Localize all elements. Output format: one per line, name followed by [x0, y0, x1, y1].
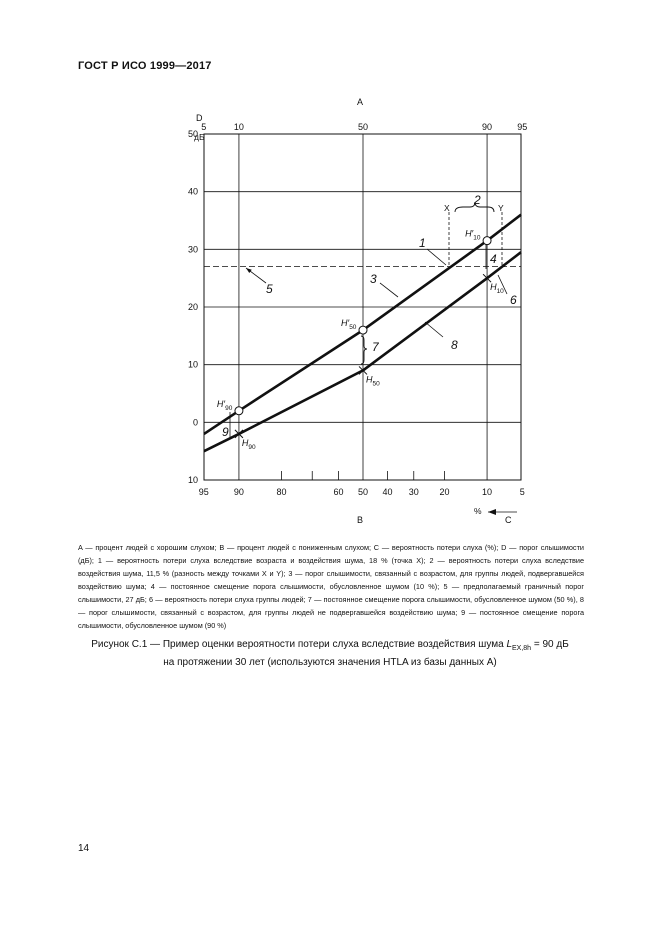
axis-letter-c: C	[505, 515, 512, 525]
y-unit-label: дБ	[194, 132, 205, 142]
bottom-tick-label: 40	[382, 487, 393, 497]
callout-9: 9	[222, 425, 229, 439]
point-label-x: X	[444, 203, 450, 213]
caption-line1-prefix: Рисунок С.1 — Пример оценки вероятности потери слуха вследствие воздействия шума	[91, 639, 507, 650]
bottom-tick-label: 80	[276, 487, 287, 497]
brace-7	[361, 336, 367, 364]
marker-h-prime-90	[235, 407, 243, 415]
callout-6: 6	[510, 293, 517, 307]
bottom-tick-label: 30	[408, 487, 419, 497]
y-tick-label: 50	[187, 129, 198, 139]
callout-1: 1	[419, 236, 426, 250]
caption-line1-suffix: = 90 дБ	[531, 639, 569, 650]
bottom-tick-label: 50	[357, 487, 369, 497]
direction-arrow-head	[488, 509, 496, 515]
bottom-tick-label: 5	[519, 487, 525, 497]
callout-4: 4	[490, 252, 497, 266]
top-tick-label: 50	[357, 122, 369, 132]
bottom-tick-label: 95	[198, 487, 209, 497]
document-code-header: ГОСТ Р ИСО 1999—2017	[78, 60, 212, 72]
label-h-90: $H_{90}$	[241, 437, 256, 451]
axis-letter-d: D	[196, 113, 203, 123]
bottom-tick-label: 90	[233, 487, 244, 497]
caption-subscript: EX,8h	[512, 645, 532, 652]
label-h-prime-50: $H'_{50}$	[341, 318, 357, 332]
percent-label: %	[474, 506, 482, 516]
caption-variable: L	[506, 639, 512, 650]
y-tick-label: 0	[192, 417, 198, 428]
bottom-tick-label: 20	[439, 487, 450, 497]
figure-caption	[60, 638, 600, 670]
leader-8	[425, 322, 443, 337]
y-tick-label: 40	[187, 186, 198, 197]
arrowhead-5	[246, 268, 252, 273]
callout-3: 3	[370, 272, 377, 286]
axis-letter-b: B	[356, 515, 364, 525]
label-h-10: $H_{10}$	[490, 282, 504, 296]
y-tick-label: 20	[187, 302, 198, 312]
series-line-8	[204, 252, 521, 451]
label-h-50: $H_{50}$	[366, 374, 380, 388]
page-number: 14	[78, 843, 90, 854]
top-tick-label: 5	[201, 122, 207, 132]
top-tick-label: 90	[482, 122, 493, 132]
point-label-y: Y	[498, 203, 504, 213]
marker-h-prime-50	[359, 326, 367, 334]
y-tick-label: 10	[187, 359, 198, 370]
figure-legend	[78, 541, 584, 632]
leader-1	[427, 249, 446, 265]
label-h-prime-90: $H'_{90}$	[216, 398, 233, 412]
axis-letter-a: A	[356, 97, 364, 107]
bottom-tick-label: 60	[333, 487, 344, 497]
callout-8: 8	[451, 338, 458, 352]
bottom-tick-label: 10	[482, 487, 493, 497]
leader-3	[380, 283, 398, 297]
y-tick-label: 30	[187, 244, 198, 255]
caption-line2: на протяжении 30 лет (используются значения HTLA из базы данных A)	[163, 657, 497, 668]
top-tick-label: 95	[517, 122, 528, 132]
callout-5: 5	[266, 282, 273, 296]
callout-2: 2	[474, 193, 481, 207]
series-line-3	[204, 215, 521, 434]
marker-h-prime-10	[483, 237, 491, 245]
callout-7: 7	[372, 340, 379, 354]
legend-paragraph: A — процент людей с хорошим слухом; B — процент людей с пониженным слухом; C — вероятность потери слуха (%); D — порог слышимости (дБ); 1 — вероятность потери слуха вследствие возраста и воздействия шума, 18 % (точка X); 2 — вероятность потери слуха вследствие воздействия шума, 11,5 % (разность между точками X и Y); 3 — порог слышимости, связанный с возрастом, для группы людей, подвергавшейся воздействию шума; 4 — постоянное смещение порога слышимости, обусловленное шумом (10 %); 5 — предполагаемый граничный порог слышимости, 27 дБ; 6 — вероятность потери слуха группы людей; 7 — постоянное смещение порога слышимости, обусловленное шумом (50 %), 8 — порог слышимости, связанный с возрастом, для группы людей не подвергавшейся воздействию шума; 9 — постоянное смещение порога слышимости, обусловленное шумом (90 %)	[78, 543, 584, 630]
top-tick-label: 10	[233, 122, 244, 132]
y-tick-label: 10	[187, 475, 198, 485]
label-h-prime-10: $H'_{10}$	[465, 228, 481, 242]
